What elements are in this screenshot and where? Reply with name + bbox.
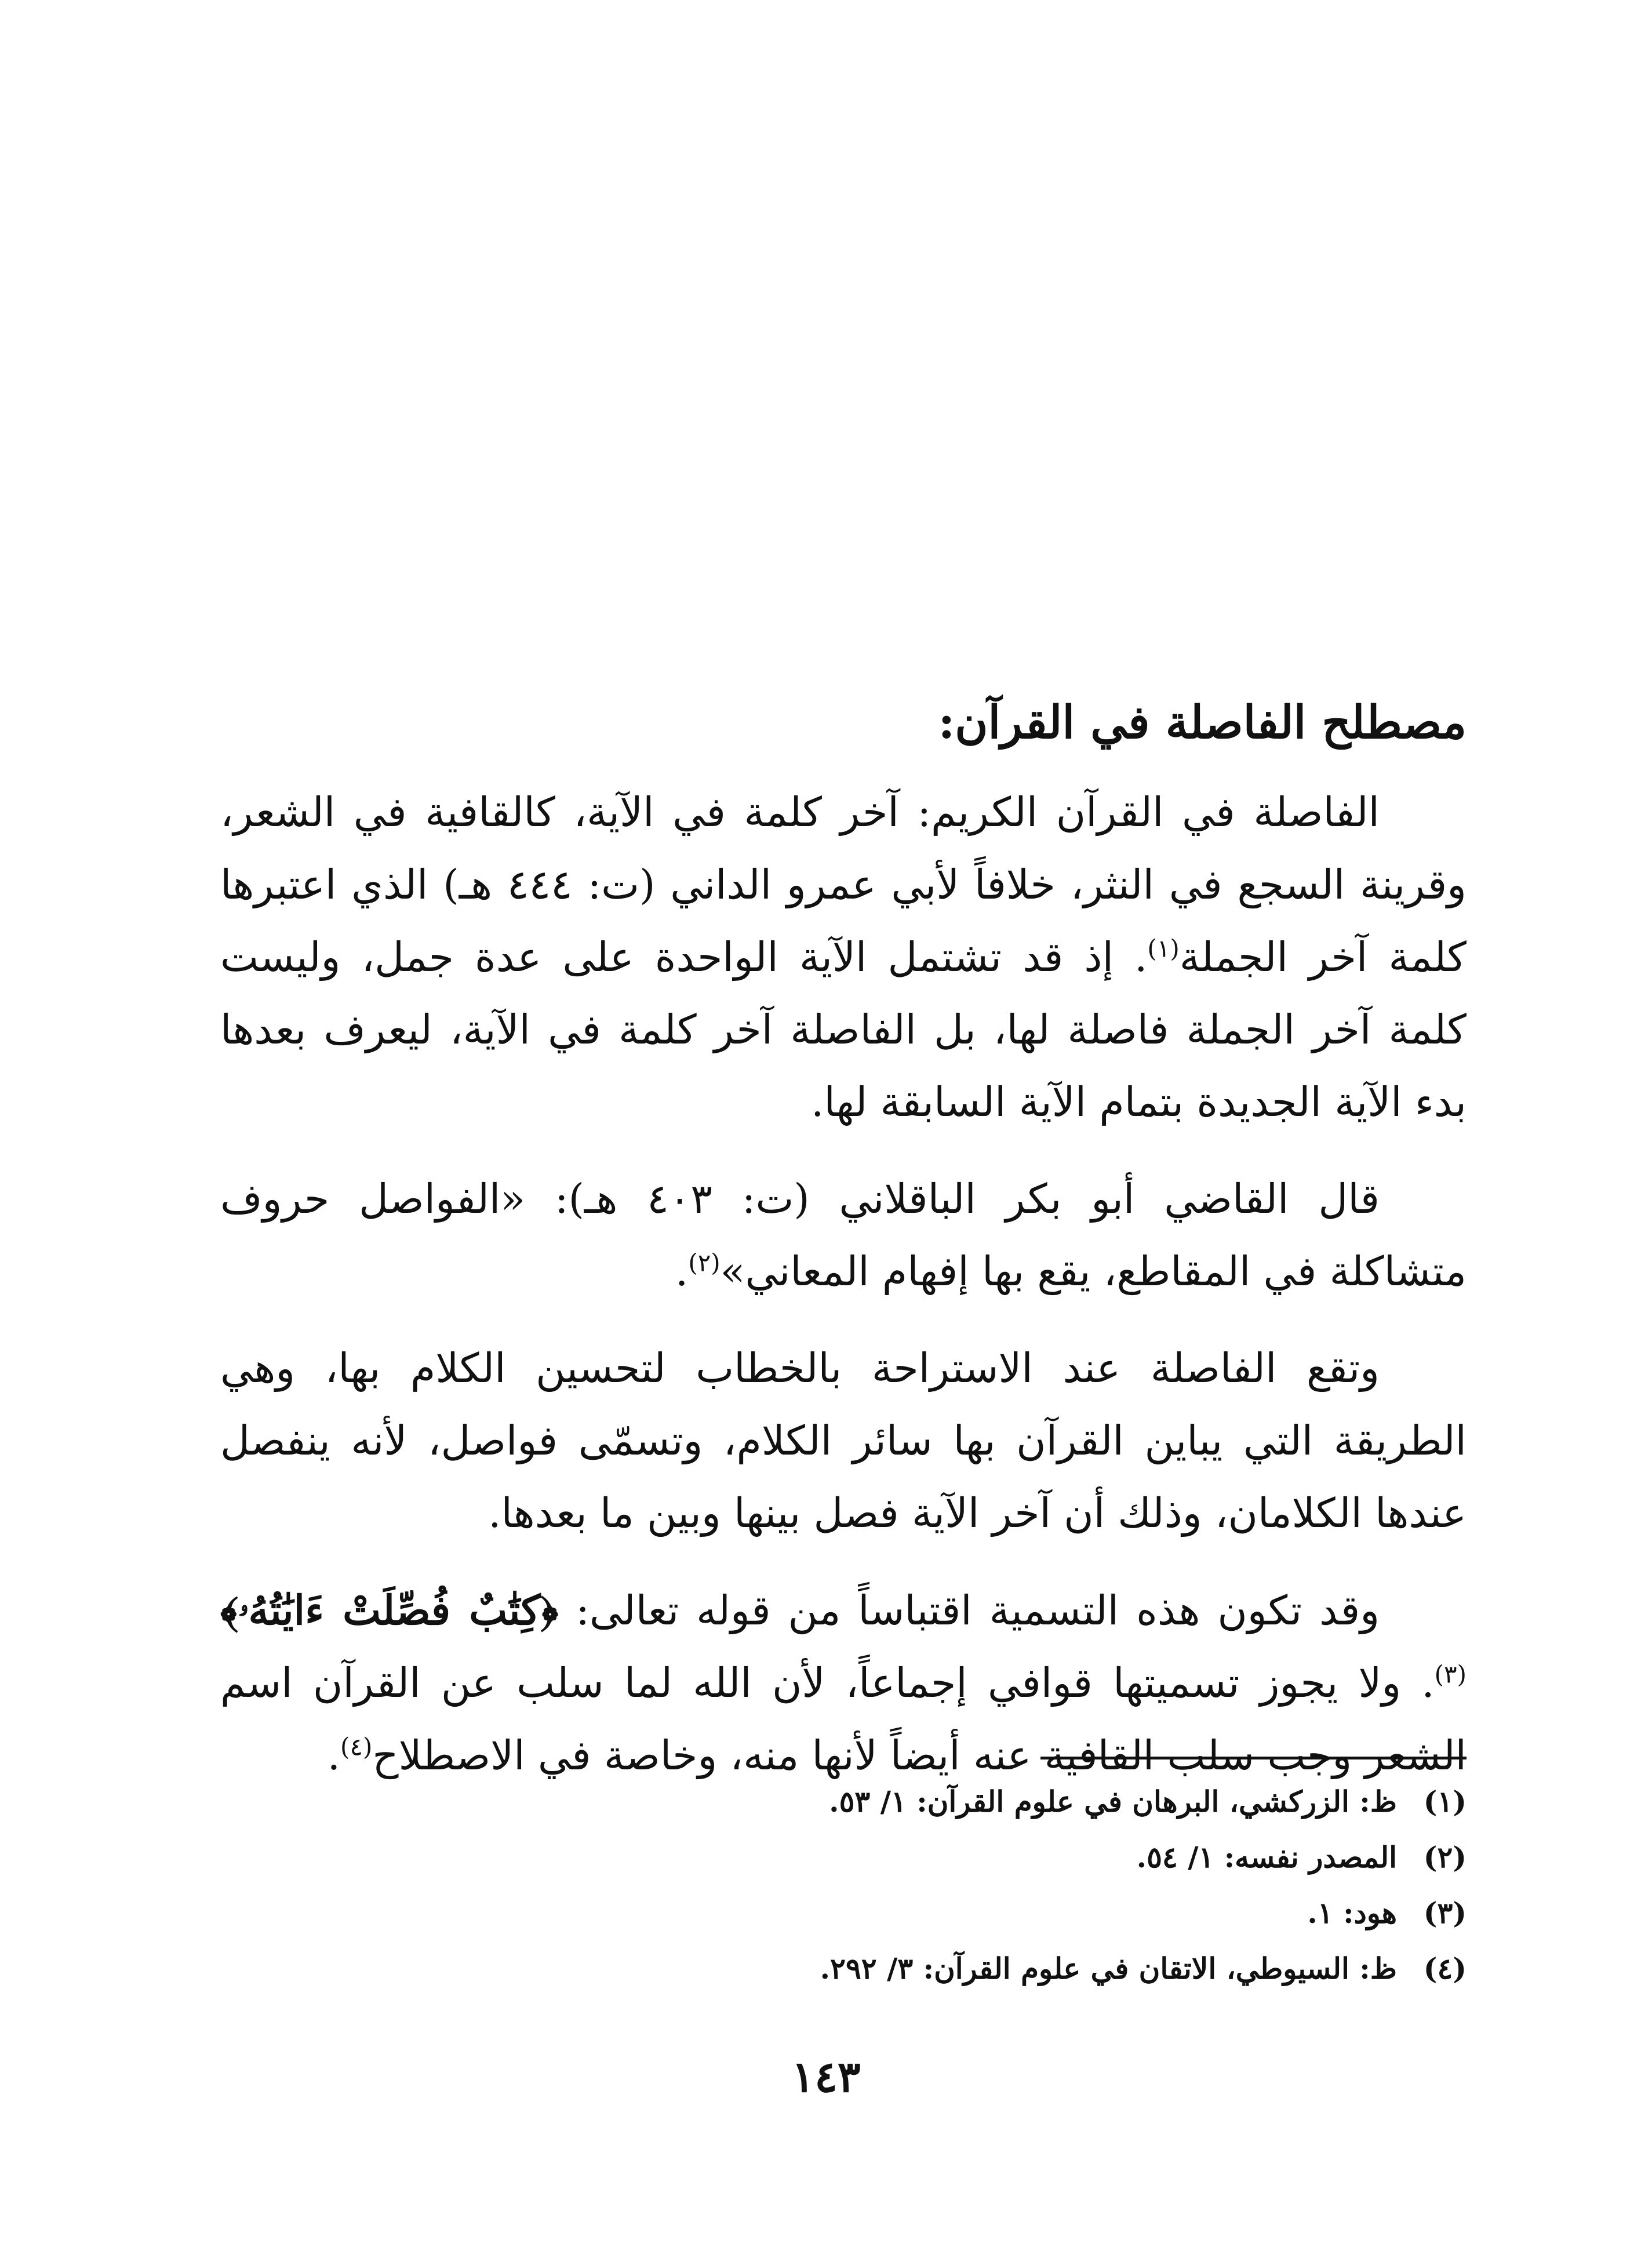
footnote-item <box>220 1774 1467 1830</box>
footnote-item <box>220 1941 1467 1997</box>
footnote-separator <box>1040 1757 1467 1759</box>
footnote-ref-4: (٤) <box>340 1732 373 1761</box>
section-heading: مصطلح الفاصلة في القرآن: <box>938 696 1467 749</box>
footnote-number: (٣) <box>1423 1896 1467 1930</box>
footnote-number: (٤) <box>1423 1951 1467 1986</box>
footnotes <box>220 1774 1467 1997</box>
paragraph-text: . إذ قد تشتمل الآية الواحدة على عدة جمل، وليست كلمة آخر الجملة فاصلة لها، بل الفاصلة آخر كلمة في الآية، ليعرف بعدها بدء الآية الجديدة بتمام الآية السابقة لها. <box>220 933 1467 1126</box>
footnote-text: المصدر نفسه: ١/ ٥٤. <box>1136 1840 1397 1874</box>
paragraph-text: . <box>675 1247 689 1295</box>
paragraph-text: . <box>327 1731 341 1779</box>
footnote-ref-2: (٢) <box>688 1248 721 1277</box>
footnote-text: هود: ١. <box>1307 1896 1397 1930</box>
paragraph-2 <box>220 1163 1467 1308</box>
footnote-number: (١) <box>1423 1784 1467 1819</box>
paragraph-1 <box>220 776 1467 1139</box>
paragraph-text: . ولا يجوز تسميتها قوافي إجماعاً، لأن الله لما سلب عن القرآن اسم الشعر وجب سلب القافية عنه أيضاً لأنها منه، وخاصة في الاصطلاح <box>220 1659 1467 1779</box>
paragraph-text: وقد تكون هذه التسمية اقتباساً من قوله تعالى: <box>558 1586 1380 1634</box>
footnote-number: (٢) <box>1423 1840 1467 1874</box>
quran-verse: ﴿كِتَٰبٌ فُصِّلَتْ ءَايَٰتُهُۥ﴾ <box>220 1586 559 1634</box>
main-text <box>220 696 1467 1816</box>
paragraph-text: قال القاضي أبو بكر الباقلاني (ت: ٤٠٣ هـ): «الفواصل حروف متشاكلة في المقاطع، يقع بها إفهام المعاني» <box>220 1175 1467 1295</box>
footnote-ref-3: (٣) <box>1434 1660 1467 1689</box>
footnote-ref-1: (١) <box>1147 934 1180 963</box>
footnote-text: ظ: السيوطي، الاتقان في علوم القرآن: ٣/ ٢٩٢. <box>820 1951 1397 1986</box>
footnote-item <box>220 1885 1467 1941</box>
footnote-text: ظ: الزركشي، البرهان في علوم القرآن: ١/ ٥٣. <box>829 1784 1397 1819</box>
paragraph-text: وتقع الفاصلة عند الاستراحة بالخطاب لتحسين الكلام بها، وهي الطريقة التي يباين القرآن بها سائر الكلام، وتسمّى فواصل، لأنه ينفصل عندها الكلامان، وذلك أن آخر الآية فصل بينها وبين ما بعدها. <box>220 1344 1467 1537</box>
paragraph-text: الفاصلة في القرآن الكريم: آخر كلمة في الآية، كالقافية في الشعر، وقرينة السجع في النثر، خلافاً لأبي عمرو الداني (ت: ٤٤٤ هـ) الذي اعتبرها كلمة آخر الجملة <box>220 788 1467 981</box>
paragraph-3 <box>220 1332 1467 1550</box>
page-number: ١٤٣ <box>791 2052 861 2102</box>
footnote-item <box>220 1830 1467 1885</box>
